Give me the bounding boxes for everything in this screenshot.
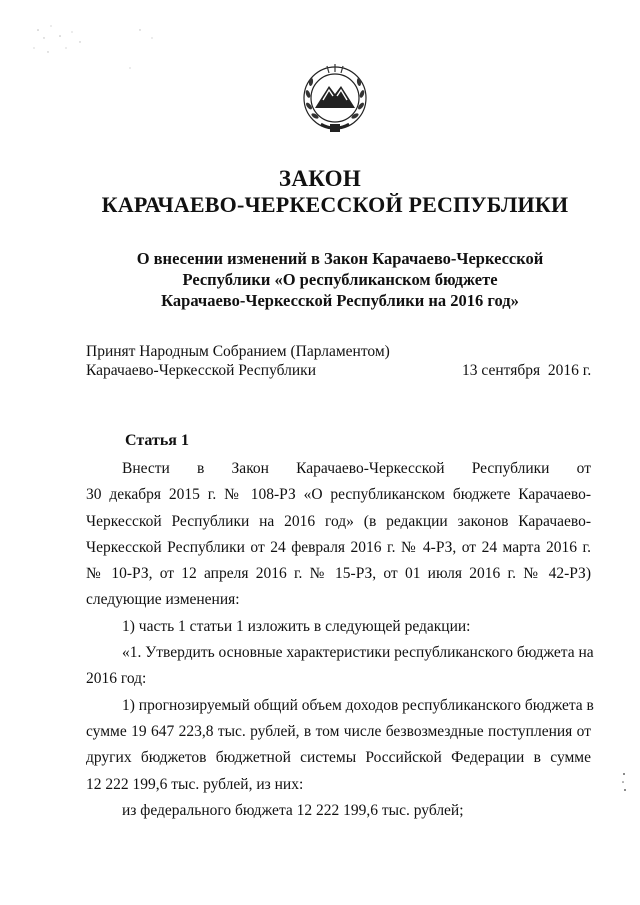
subtitle-line: Карачаево-Черкесской Республики на 2016 год»: [161, 291, 519, 310]
adoption-date: 13 сентября 2016 г.: [462, 362, 592, 379]
body-line: других бюджетов бюджетной системы Российской Федерации в сумме: [86, 749, 591, 767]
body-line: 12 222 199,6 тыс. рублей, из них:: [86, 775, 304, 793]
body-line: из федерального бюджета 12 222 199,6 тыс. рублей;: [122, 801, 464, 819]
body-line: следующие изменения:: [86, 591, 240, 609]
law-subtitle: [100, 248, 580, 311]
body-line: 1) часть 1 статьи 1 изложить в следующей редакции:: [122, 617, 471, 635]
body-line: «1. Утвердить основные характеристики республиканского бюджета на: [122, 644, 594, 662]
body-line: 30 декабря 2015 г. № 108-РЗ «О республиканском бюджете Карачаево-: [86, 486, 591, 504]
body-line: № 10-РЗ, от 12 апреля 2016 г. № 15-РЗ, от 01 июля 2016 г. № 42-РЗ): [86, 565, 591, 583]
body-line: 1) прогнозируемый общий объем доходов республиканского бюджета в: [122, 696, 594, 714]
subtitle-line: О внесении изменений в Закон Карачаево-Черкесской: [136, 249, 544, 268]
law-title-republic: КАРАЧАЕВО-ЧЕРКЕССКОЙ РЕСПУБЛИКИ: [101, 192, 569, 217]
article-heading: Статья 1: [125, 432, 189, 449]
body-line: Внести в Закон Карачаево-Черкесской Республики от: [122, 460, 591, 477]
body-line: Черкесской Республики от 24 февраля 2016 г. № 4-РЗ, от 24 марта 2016 г.: [86, 538, 591, 556]
article-body: [86, 456, 594, 824]
adoption-line: Принят Народным Собранием (Парламентом): [86, 343, 390, 360]
law-title: ЗАКОН: [278, 166, 362, 191]
scan-noise: [20, 8, 170, 88]
body-line: сумме 19 647 223,8 тыс. рублей, в том числе безвозмездные поступления от: [86, 722, 591, 740]
adoption-line: Карачаево-Черкесской Республики: [86, 362, 316, 379]
subtitle-line: Республики «О республиканском бюджете: [182, 270, 498, 289]
scan-edge-mark: [620, 770, 628, 798]
coat-of-arms-emblem: [299, 60, 371, 136]
body-line: 2016 год:: [86, 670, 147, 688]
body-line: Черкесской Республики на 2016 год» (в редакции законов Карачаево-: [86, 512, 591, 530]
adoption-statement: [86, 342, 390, 380]
